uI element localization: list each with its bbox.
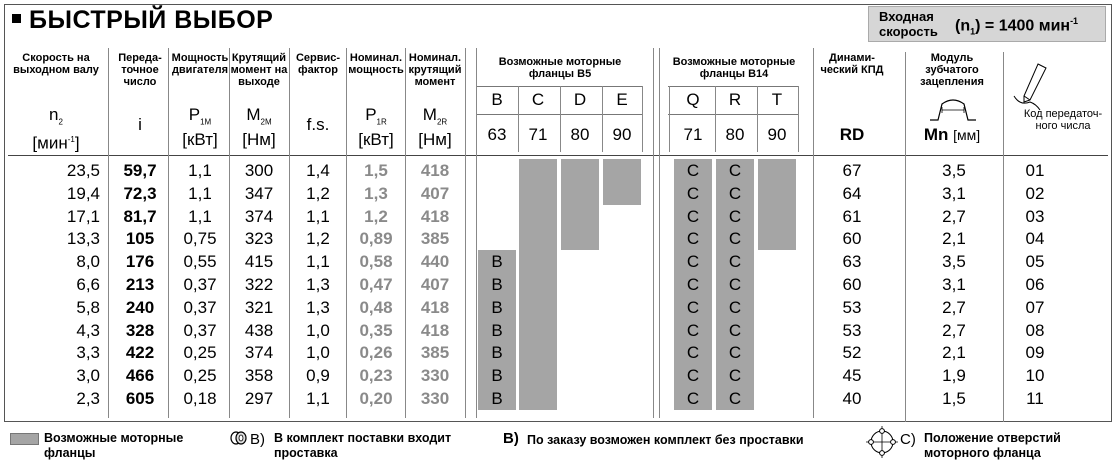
cell-m2m: 347 [244,183,274,203]
cell-i: 422 [125,343,155,363]
b14-c-mark: C [686,252,700,272]
sym-fs: f.s. [306,115,330,134]
header-divider [8,155,1108,156]
sym-rd: RD [839,125,865,144]
cell-m2r: 407 [420,183,450,203]
b14-c-mark: C [686,343,700,363]
grid-line [715,86,716,152]
header-b5: Возможные моторные фланцы B5 [498,56,622,80]
b5-available-cell [519,227,557,250]
cell-mn: 2,7 [942,297,966,317]
cell-p1r: 0,89 [359,229,393,249]
cell-m2m: 321 [244,297,274,317]
cell-fs: 1,1 [306,389,330,408]
b5-available-cell [519,341,557,364]
b14-c-mark: C [728,183,742,203]
b14-available-cell [758,205,796,228]
grid-line [659,48,660,418]
b5-size-2: 80 [570,125,590,144]
cell-code: 07 [1025,297,1045,317]
cell-code: 04 [1025,229,1045,249]
cell-rd: 53 [842,320,862,340]
cell-n2: 3,3 [76,343,100,363]
b5-size-1: 71 [528,125,548,144]
cell-p1m: 0,37 [183,275,217,294]
cell-i: 328 [125,320,155,340]
cell-rd: 52 [842,343,862,363]
b5-letter-0: B [491,90,503,109]
grid-line [560,86,561,152]
cell-p1m: 1,1 [188,183,212,203]
cell-rd: 53 [842,297,862,317]
cell-fs: 1,2 [306,183,330,203]
cell-m2m: 300 [244,161,274,180]
b14-c-mark: C [728,366,742,386]
cell-p1m: 0,37 [183,320,217,340]
cell-p1r: 1,5 [364,161,388,180]
cell-code: 08 [1025,320,1045,340]
cell-m2r: 385 [420,343,450,363]
cell-m2r: 418 [420,320,450,340]
cell-mn: 2,1 [942,229,966,249]
cell-m2r: 385 [420,229,450,249]
cell-m2r: 418 [420,161,450,180]
b14-c-mark: C [728,320,742,340]
legend-b-order-letter: B) [503,430,519,447]
grid-line [669,86,670,152]
cell-i: 81,7 [123,206,157,226]
cell-mn: 2,7 [942,320,966,340]
cell-p1m: 0,75 [183,229,217,249]
legend-c-letter: C) [900,431,916,448]
b14-letter-1: R [728,90,742,109]
b5-b-mark: B [491,297,503,317]
cell-rd: 60 [842,275,862,294]
cell-n2: 23,5 [66,161,100,180]
cell-rd: 63 [842,252,862,272]
cell-p1r: 1,3 [364,183,388,203]
cell-n2: 6,6 [76,275,100,294]
grid-line [798,86,799,152]
b5-available-cell [519,250,557,273]
b14-c-mark: C [686,206,700,226]
flange-holes-icon [864,424,900,460]
b14-c-mark: C [728,389,742,408]
sym-m2m: $M_{2M}$ [Нм] [242,105,276,150]
cell-m2m: 358 [244,366,274,386]
grid-line [813,48,814,418]
header-nom-power: Номинал. мощность [348,52,404,76]
b14-c-mark: C [686,183,700,203]
b14-c-mark: C [686,161,700,180]
sym-i: i [138,115,142,134]
b14-c-mark: C [686,297,700,317]
cell-mn: 3,5 [942,161,966,180]
b5-b-mark: B [491,252,503,272]
cell-p1r: 0,48 [359,297,393,317]
header-speed: Скорость на выходном валу [13,52,99,76]
cell-p1m: 0,18 [183,389,217,408]
spacer-ring-icon [228,430,250,446]
cell-mn: 2,1 [942,343,966,363]
grid-line [757,86,758,152]
cell-p1m: 0,25 [183,366,217,386]
cell-fs: 1,3 [306,275,330,294]
sym-mn: Mn [мм] [923,125,981,144]
input-speed-box: Входная скорость $(n_1) = 1400$ мин$^{-1}$ [868,6,1106,42]
cell-code: 06 [1025,275,1045,294]
b5-size-0: 63 [487,125,507,144]
b14-letter-0: Q [686,90,700,109]
cell-mn: 3,1 [942,275,966,294]
cell-m2r: 418 [420,206,450,226]
legend-b-letter: B) [250,431,265,448]
cell-mn: 3,5 [942,252,966,272]
header-module: Модуль зубчатого зацепления [920,52,984,88]
cell-m2m: 297 [244,389,274,408]
cell-rd: 45 [842,366,862,386]
cell-p1r: 1,2 [364,206,388,226]
grid-line [518,86,519,152]
cell-fs: 1,0 [306,343,330,363]
cell-mn: 1,9 [942,366,966,386]
b14-c-mark: C [728,343,742,363]
b5-available-cell [519,296,557,319]
cell-fs: 1,0 [306,320,330,340]
cell-n2: 4,3 [76,320,100,340]
cell-p1m: 1,1 [188,161,212,180]
grid-line [905,52,906,422]
gear-tooth-icon [928,96,978,122]
b5-available-cell [519,182,557,205]
cell-p1m: 0,55 [183,252,217,272]
cell-m2r: 407 [420,275,450,294]
grid-line [653,48,654,418]
cell-m2r: 330 [420,366,450,386]
header-torque: Крутящий момент на выходе [230,52,288,88]
b5-available-cell [519,387,557,410]
legend-flanges: Возможные моторные фланцы [44,431,184,460]
legend-b-order: По заказу возможен комплект без проставки [527,433,804,447]
b14-c-mark: C [686,320,700,340]
cell-n2: 3,0 [76,366,100,386]
cell-n2: 5,8 [76,297,100,317]
cell-m2r: 418 [420,297,450,317]
header-power: Мощность двигателя [171,52,229,76]
cell-m2m: 438 [244,320,274,340]
cell-p1m: 1,1 [188,206,212,226]
cell-p1r: 0,58 [359,252,393,272]
page-title: БЫСТРЫЙ ВЫБОР [12,6,273,35]
b5-available-cell [603,159,641,182]
b14-c-mark: C [686,366,700,386]
cell-i: 213 [125,275,155,294]
b14-available-cell [758,182,796,205]
cell-n2: 8,0 [76,252,100,272]
cell-m2m: 374 [244,343,274,363]
cell-m2m: 415 [244,252,274,272]
cell-p1r: 0,20 [359,389,393,408]
b14-letter-2: T [771,90,783,109]
b5-b-mark: B [491,389,503,408]
b14-c-mark: C [686,275,700,294]
header-code: Код передаточ-ного числа [1023,108,1103,132]
cell-i: 176 [125,252,155,272]
b5-letter-2: D [573,90,587,109]
cell-code: 11 [1026,389,1044,408]
b5-b-mark: B [491,343,503,363]
b5-available-cell [561,227,599,250]
cell-p1r: 0,23 [359,366,393,386]
b5-available-cell [519,319,557,342]
cell-fs: 1,4 [306,161,330,180]
b14-c-mark: C [686,389,700,408]
cell-code: 01 [1025,161,1045,180]
cell-rd: 67 [842,161,862,180]
b14-available-cell [758,159,796,182]
cell-code: 10 [1025,366,1045,386]
b5-b-mark: B [491,320,503,340]
header-service: Сервис-фактор [295,52,341,76]
header-ratio: Переда-точное число [118,52,162,88]
b14-c-mark: C [728,229,742,249]
b14-available-cell [758,227,796,250]
b14-c-mark: C [728,275,742,294]
cell-fs: 0,9 [306,366,330,386]
grid-line [642,86,643,152]
sym-p1m: $P_{1M}$ [кВт] [182,105,218,150]
cell-mn: 2,7 [942,206,966,226]
b5-available-cell [561,205,599,228]
b14-c-mark: C [728,252,742,272]
sym-p1r: $P_{1R}$ [кВт] [358,105,394,150]
cell-code: 09 [1025,343,1045,363]
cell-m2m: 322 [244,275,274,294]
b5-available-cell [519,364,557,387]
cell-i: 605 [125,389,155,408]
cell-p1r: 0,47 [359,275,393,294]
sym-m2r: $M_{2R}$ [Нм] [418,105,452,150]
grid-line [602,86,603,152]
input-speed-value: $(n_1) = 1400$ мин$^{-1}$ [955,16,1079,37]
b5-b-mark: B [491,275,503,294]
b14-size-1: 80 [725,125,745,144]
b5-available-cell [561,159,599,182]
b14-c-mark: C [728,206,742,226]
cell-n2: 17,1 [66,206,100,226]
cell-fs: 1,3 [306,297,330,317]
b5-available-cell [561,182,599,205]
header-nom-torque: Номинал. крутящий момент [408,52,462,88]
b14-c-mark: C [686,229,700,249]
b5-letter-3: E [616,90,628,109]
header-b14: Возможные моторные фланцы B14 [672,56,796,80]
cell-rd: 64 [842,183,862,203]
cell-fs: 1,1 [306,206,330,226]
cell-m2m: 323 [244,229,274,249]
cell-m2r: 330 [420,389,450,408]
b5-b-mark: B [491,366,503,386]
b14-c-mark: C [728,161,742,180]
cell-fs: 1,2 [306,229,330,249]
cell-i: 466 [125,366,155,386]
cell-i: 72,3 [123,183,157,203]
cell-code: 02 [1025,183,1045,203]
cell-fs: 1,1 [306,252,330,272]
b5-available-cell [603,182,641,205]
bullet-square-icon [12,14,21,23]
cell-mn: 1,5 [942,389,966,408]
cell-mn: 3,1 [942,183,966,203]
cell-n2: 2,3 [76,389,100,408]
b5-size-3: 90 [612,125,632,144]
b14-size-0: 71 [683,125,703,144]
cell-i: 240 [125,297,155,317]
header-eff: Динами-ческий КПД [820,52,884,76]
cell-code: 03 [1025,206,1045,226]
b14-c-mark: C [728,297,742,317]
cell-p1m: 0,37 [183,297,217,317]
cell-i: 59,7 [123,161,157,180]
cell-p1m: 0,25 [183,343,217,363]
legend-grey-swatch [10,433,39,445]
cell-rd: 40 [842,389,862,408]
b5-available-cell [519,205,557,228]
pencil-icon [1010,62,1050,112]
b5-available-cell [519,273,557,296]
cell-p1r: 0,26 [359,343,393,363]
cell-m2m: 374 [244,206,274,226]
cell-m2r: 440 [420,252,450,272]
cell-rd: 60 [842,229,862,249]
sym-n2: $n_2$ [мин$^{-1}$] [32,105,80,154]
cell-rd: 61 [842,206,862,226]
b5-letter-1: C [531,90,545,109]
b14-size-2: 90 [767,125,787,144]
cell-p1r: 0,35 [359,320,393,340]
cell-i: 105 [125,229,155,249]
legend-b-supplied: В комплект поставки входит проставка [274,431,452,460]
b5-available-cell [519,159,557,182]
cell-code: 05 [1025,252,1045,272]
cell-n2: 13,3 [66,229,100,249]
cell-n2: 19,4 [66,183,100,203]
legend-c-text: Положение отверстий моторного фланца [924,431,1061,460]
